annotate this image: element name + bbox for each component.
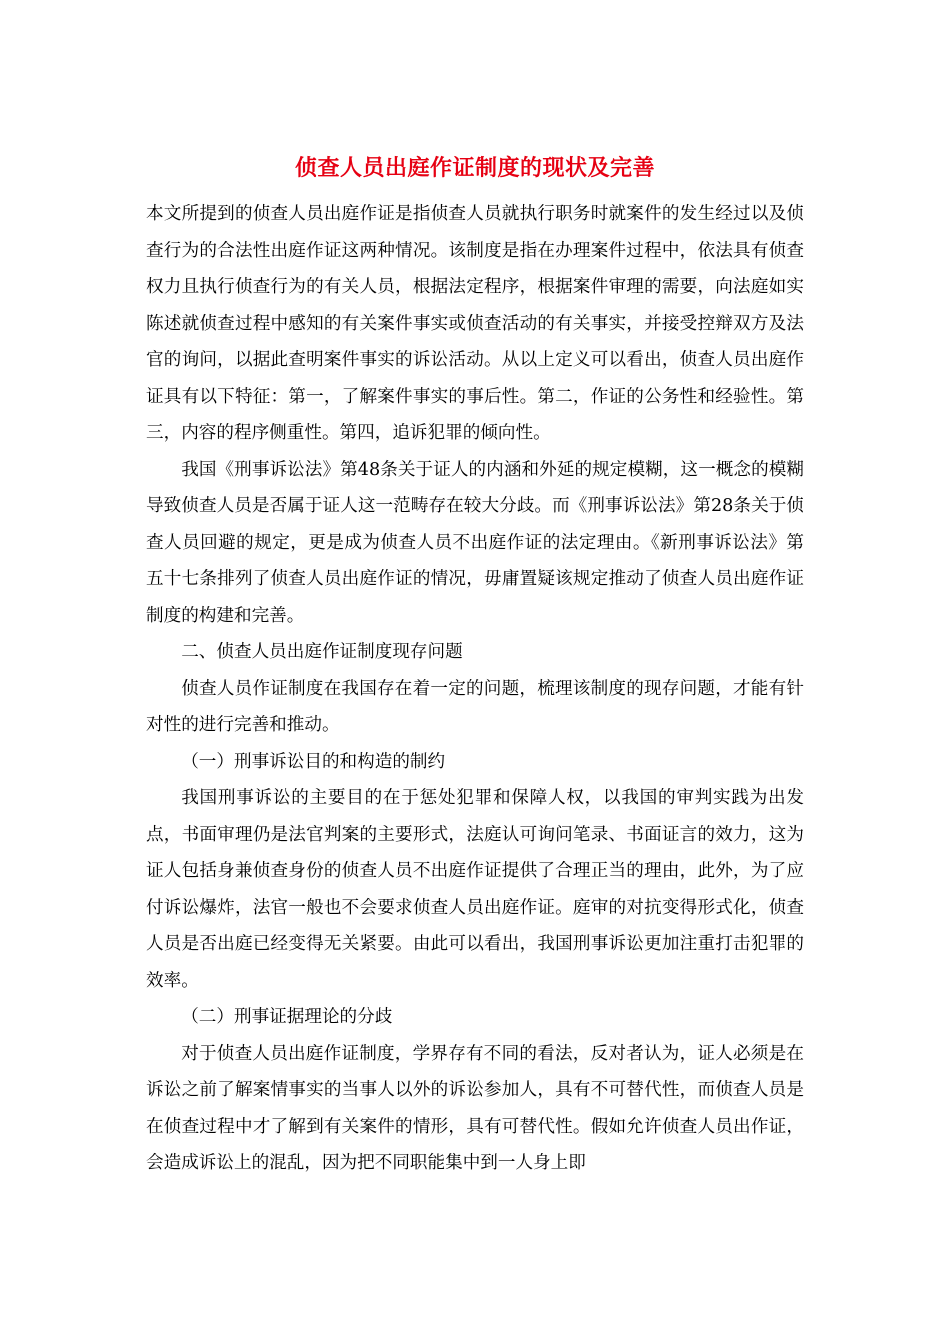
paragraph-problems-intro: 侦查人员作证制度在我国存在着一定的问题，梳理该制度的现存问题，才能有针对性的进行完善和推动。 [146,678,804,735]
subheading-purpose-structure: （一）刑事诉讼目的和构造的制约 [181,751,446,772]
paragraph-definition: 本文所提到的侦查人员出庭作证是指侦查人员就执行职务时就案件的发生经过以及侦查行为的合法性出庭作证这两种情况。该制度是指在办理案件过程中，依法具有侦查权力且执行侦查行为的有关人员，根据法定程序，根据案件审理的需要，向法庭如实陈述就侦查过程中感知的有关案件事实或侦查活动的有关事实，并接受控辩双方及法官的询问，以据此查明案件事实的诉讼活动。从以上定义可以看出，侦查人员出庭作证具有以下特征：第一，了解案件事实的事后性。第二，作证的公务性和经验性。第三，内容的程序侧重性。第四，追诉犯罪的倾向性。 [146,204,804,443]
section-heading-existing-problems: 二、侦查人员出庭作证制度现存问题 [181,642,463,662]
document-body [146,196,804,1182]
paragraph-legal-basis: 我国《刑事诉讼法》第48条关于证人的内涵和外延的规定模糊，这一概念的模糊导致侦查人员是否属于证人这一范畴存在较大分歧。而《刑事诉讼法》第28条关于侦查人员回避的规定，更是成为侦查人员不出庭作证的法定理由。《新刑事诉讼法》第五十七条排列了侦查人员出庭作证的情况，毋庸置疑该规定推动了侦查人员出庭作证制度的构建和完善。 [146,459,804,626]
paragraph-purpose-structure: 我国刑事诉讼的主要目的在于惩处犯罪和保障人权，以我国的审判实践为出发点，书面审理仍是法官判案的主要形式，法庭认可询问笔录、书面证言的效力，这为证人包括身兼侦查身份的侦查人员不出庭作证提供了合理正当的理由，此外，为了应付诉讼爆炸，法官一般也不会要求侦查人员出庭作证。庭审的对抗变得形式化，侦查人员是否出庭已经变得无关紧要。由此可以看出，我国刑事诉讼更加注重打击犯罪的效率。 [146,788,804,991]
document-title: 侦查人员出庭作证制度的现状及完善 [294,155,655,181]
subheading-evidence-theory: （二）刑事证据理论的分歧 [181,1007,393,1027]
paragraph-evidence-theory: 对于侦查人员出庭作证制度，学界存有不同的看法，反对者认为，证人必须是在诉讼之前了解案情事实的当事人以外的诉讼参加人，具有不可替代性，而侦查人员是在侦查过程中才了解到有关案件的情形，具有可替代性。假如允许侦查人员出作证，会造成诉讼上的混乱，因为把不同职能集中到一人身上即 [146,1043,804,1173]
